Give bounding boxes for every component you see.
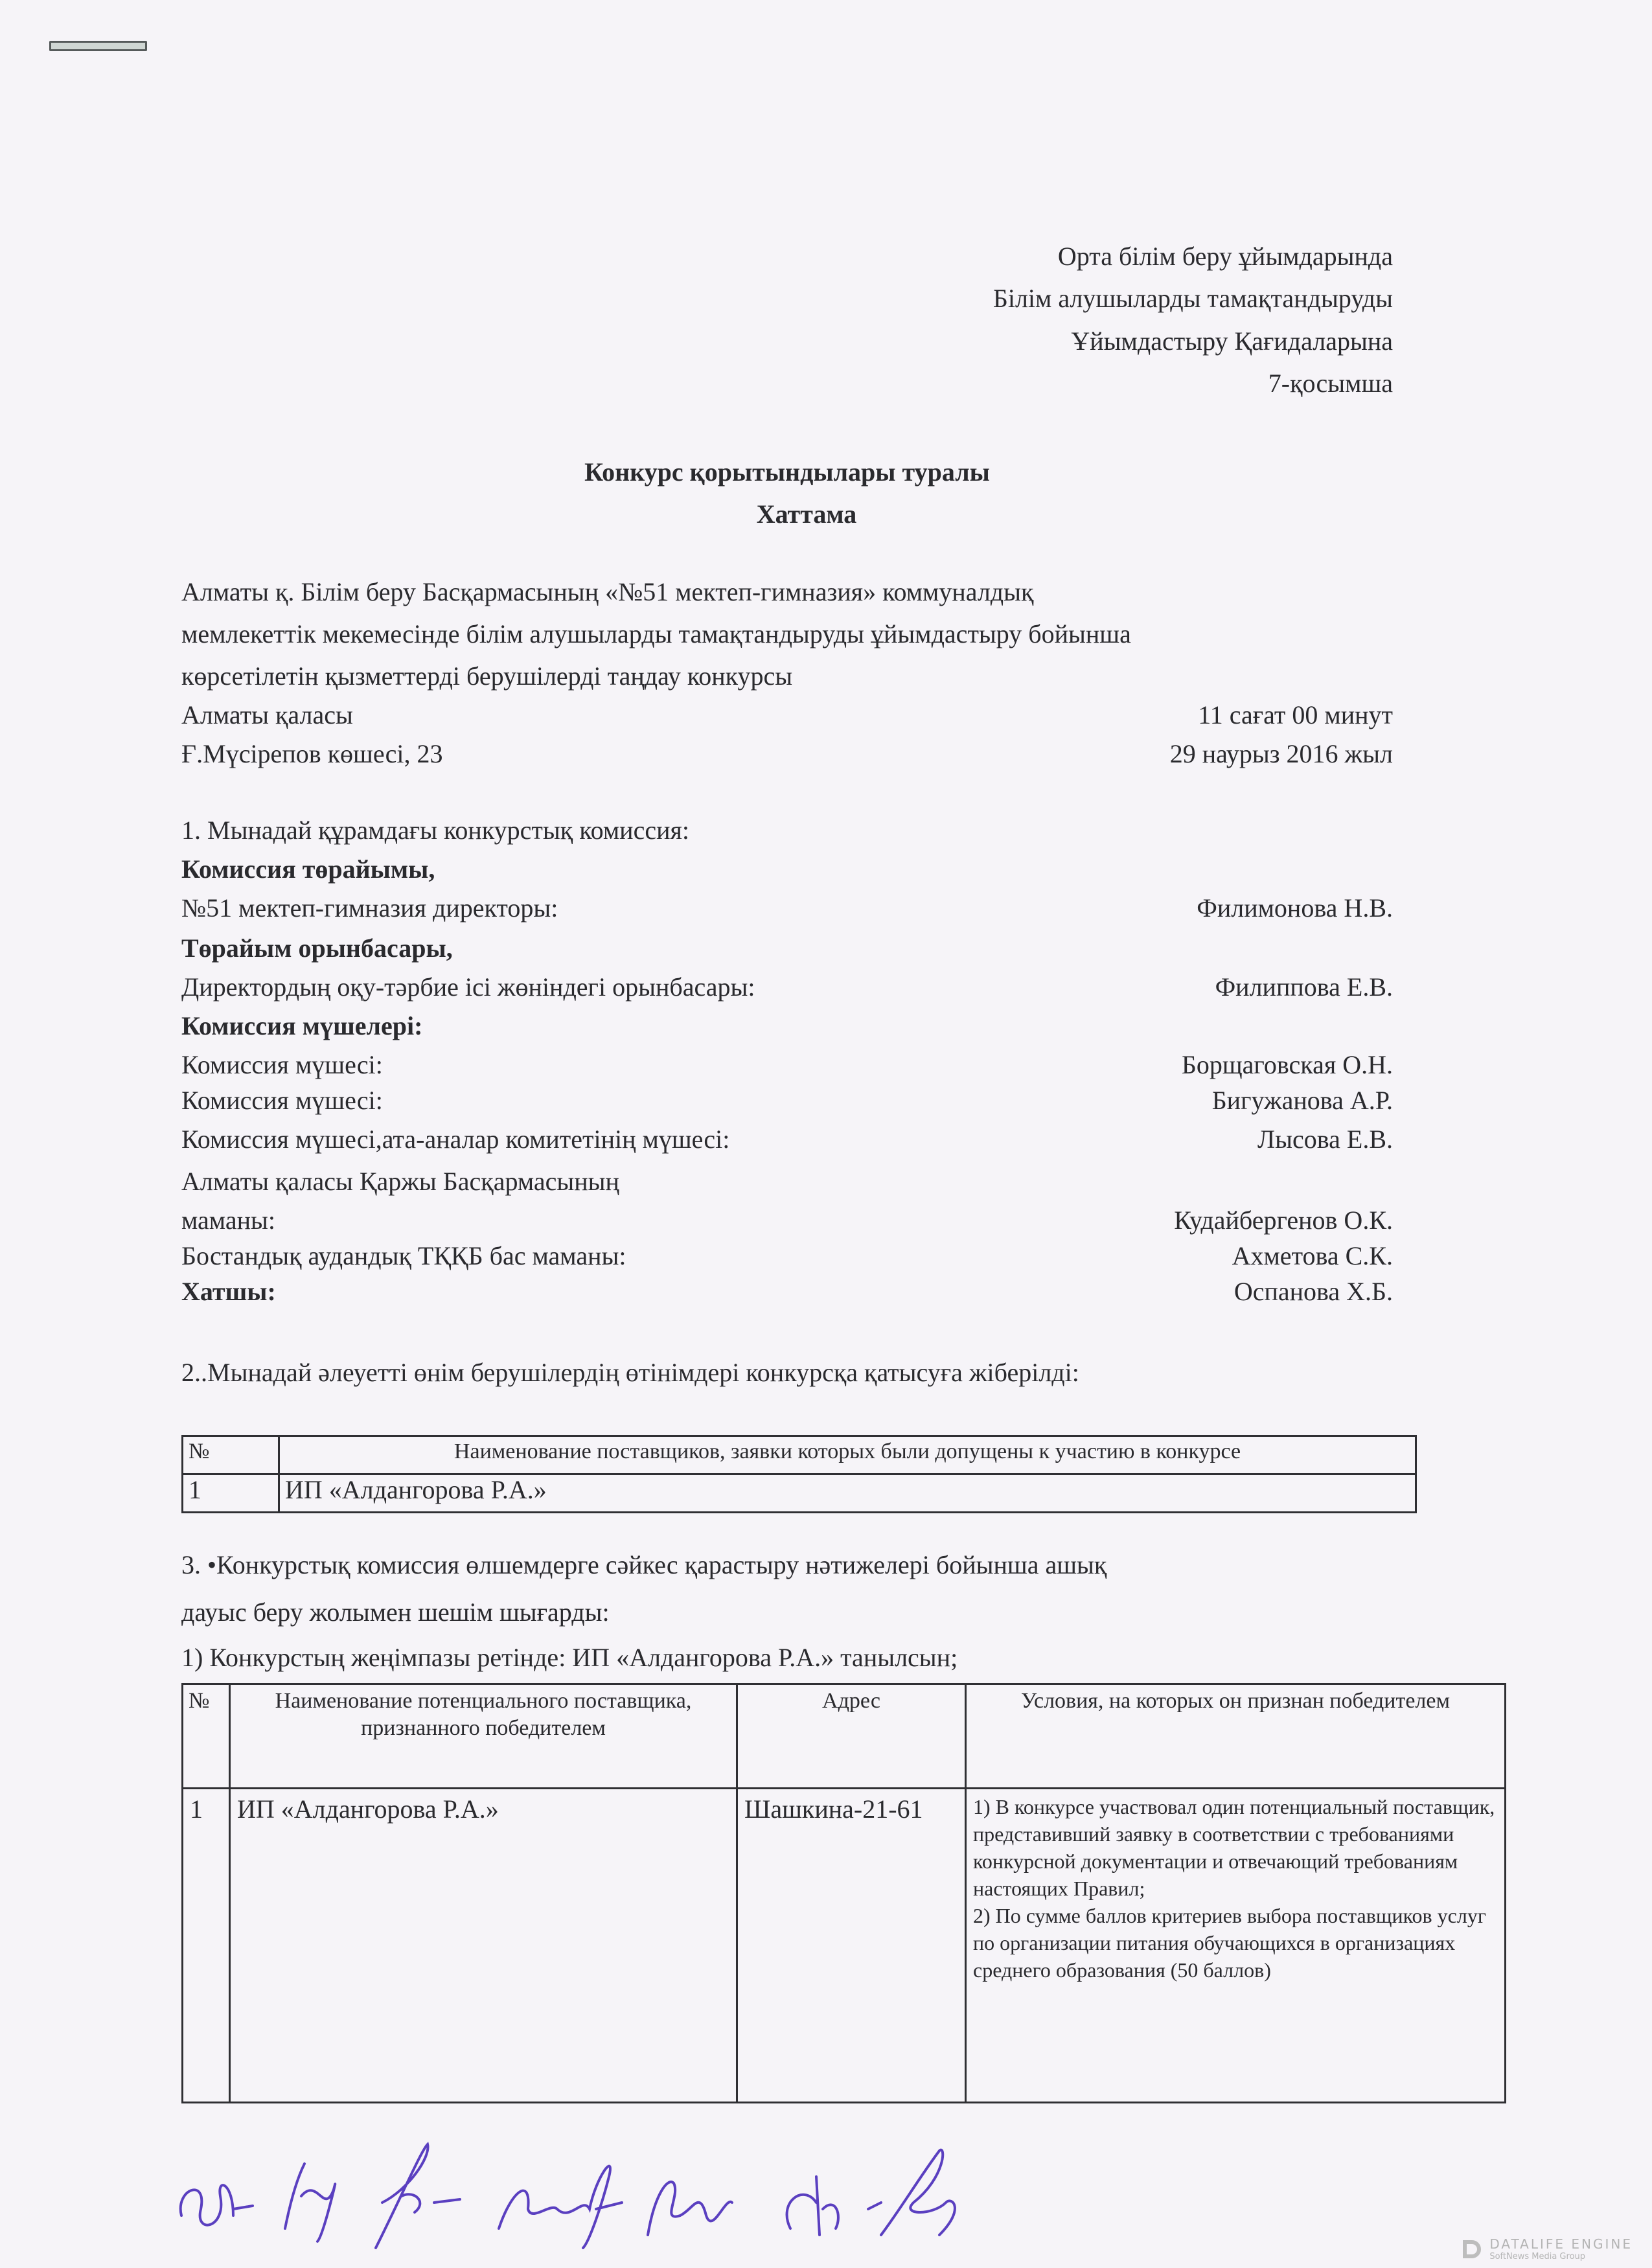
chair-name: Филимонова Н.В. bbox=[1197, 893, 1393, 922]
member-row bbox=[181, 1124, 1393, 1155]
winner-table bbox=[181, 1683, 1506, 2103]
signature-3 bbox=[376, 2144, 460, 2248]
signature-2 bbox=[285, 2164, 335, 2241]
watermark bbox=[1463, 2236, 1633, 2262]
col-number-header: № bbox=[183, 1684, 230, 1789]
section1-heading: 1. Мынадай құрамдағы конкурстық комиссия: bbox=[181, 816, 690, 845]
finance-name: Кудайбергенов О.К. bbox=[1174, 1206, 1393, 1235]
signatures bbox=[168, 2138, 1270, 2254]
col-address-header: Адрес bbox=[737, 1684, 966, 1789]
chair-role: №51 мектеп-гимназия директоры: bbox=[181, 893, 558, 922]
section3-line-2: дауыс беру жолымен шешім шығарды: bbox=[181, 1598, 610, 1627]
signature-5 bbox=[648, 2182, 732, 2235]
watermark-subtitle: SoftNews Media Group bbox=[1489, 2252, 1586, 2262]
secretary-name: Оспанова Х.Б. bbox=[1233, 1277, 1393, 1306]
staple-mark bbox=[49, 41, 147, 51]
member-role: Комиссия мүшесі,ата-аналар комитетінің мүшесі: bbox=[181, 1125, 730, 1154]
member-row bbox=[181, 1085, 1393, 1116]
member-name: Борщаговская О.Н. bbox=[1181, 1050, 1393, 1079]
member-name: Бигужанова А.Р. bbox=[1211, 1086, 1393, 1115]
secretary-row bbox=[181, 1276, 1393, 1307]
deputy-row bbox=[181, 972, 1393, 1003]
address: Ғ.Мүсірепов көшесі, 23 bbox=[181, 739, 443, 768]
table-header-row bbox=[183, 1436, 1416, 1474]
appendix-line-1: Орта білім беру ұйымдарында bbox=[1057, 242, 1393, 271]
table-header-row bbox=[183, 1684, 1506, 1789]
member-role: Комиссия мүшесі: bbox=[181, 1050, 383, 1079]
district-role: Бостандық аудандық ТҚҚБ бас маманы: bbox=[181, 1241, 626, 1270]
secretary-label: Хатшы: bbox=[181, 1277, 276, 1306]
deputy-role: Директордың оқу-тәрбие ісі жөніндегі орынбасары: bbox=[181, 972, 755, 1002]
table-row bbox=[183, 1789, 1506, 2103]
col-number-header: № bbox=[183, 1436, 279, 1474]
row-number: 1 bbox=[183, 1474, 279, 1513]
member-role: Комиссия мүшесі: bbox=[181, 1086, 383, 1115]
district-row bbox=[181, 1241, 1393, 1272]
col-conditions-header: Условия, на которых он признан победителем bbox=[966, 1684, 1506, 1789]
deputy-label: Төрайым орынбасары, bbox=[181, 934, 453, 963]
finance-role-line1: Алматы қаласы Қаржы Басқармасының bbox=[181, 1167, 619, 1196]
condition-2: 2) По сумме баллов критериев выбора поставщиков услуг по организации питания обучающихся в организациях среднего образования (50 баллов) bbox=[973, 1904, 1486, 1982]
intro-line-1: Алматы қ. Білім беру Басқармасының «№51 мектеп-гимназия» коммуналдық bbox=[181, 577, 1034, 606]
signature-7 bbox=[868, 2150, 955, 2235]
place-time-row bbox=[181, 700, 1393, 731]
winner-statement: 1) Конкурстың жеңімпазы ретінде: ИП «Алдангорова Р.А.» танылсын; bbox=[181, 1643, 958, 1672]
finance-role-line2: маманы: bbox=[181, 1206, 275, 1235]
winner-name: ИП «Алдангорова Р.А.» bbox=[230, 1789, 737, 2103]
section3-line-1: 3. •Конкурстық комиссия өлшемдерге сәйкес қарастыру нәтижелері бойынша ашық bbox=[181, 1550, 1107, 1579]
watermark-logo-icon bbox=[1463, 2240, 1481, 2258]
meeting-time: 11 сағат 00 минут bbox=[1198, 700, 1393, 729]
appendix-line-3: Ұйымдастыру Қағидаларына bbox=[1071, 326, 1393, 356]
supplier-name: ИП «Алдангорова Р.А.» bbox=[279, 1474, 1416, 1513]
meeting-date: 29 наурыз 2016 жыл bbox=[1169, 739, 1393, 768]
document-title: Конкурс қорытындылары туралы bbox=[584, 457, 990, 487]
member-name: Лысова Е.В. bbox=[1257, 1125, 1393, 1154]
condition-1: 1) В конкурсе участвовал один потенциальный поставщик, представивший заявку в соответствии с требованиями конкурсной документации и отвечающий требованиям настоящих Правил; bbox=[973, 1795, 1495, 1900]
appendix-number: 7-қосымша bbox=[1268, 369, 1393, 398]
signature-4 bbox=[499, 2166, 622, 2248]
table-row bbox=[183, 1474, 1416, 1513]
signature-6 bbox=[787, 2177, 838, 2235]
col-supplier-header: Наименование поставщиков, заявки которых были допущены к участию в конкурсе bbox=[279, 1436, 1416, 1474]
winner-address: Шашкина-21-61 bbox=[737, 1789, 966, 2103]
chair-row bbox=[181, 893, 1393, 924]
city: Алматы қаласы bbox=[181, 700, 353, 729]
intro-line-3: көрсетілетін қызметтерді берушілерді таңдау конкурсы bbox=[181, 661, 793, 691]
watermark-title: DATALIFE ENGINE bbox=[1489, 2236, 1633, 2252]
col-name-header: Наименование потенциального поставщика, признанного победителем bbox=[230, 1684, 737, 1789]
intro-line-2: мемлекеттік мекемесінде білім алушыларды тамақтандыруды ұйымдастыру бойынша bbox=[181, 619, 1131, 648]
row-number: 1 bbox=[183, 1789, 230, 2103]
winner-conditions bbox=[966, 1789, 1506, 2103]
member-row bbox=[181, 1049, 1393, 1081]
address-date-row bbox=[181, 739, 1393, 770]
district-name: Ахметова С.К. bbox=[1232, 1241, 1393, 1270]
finance-row bbox=[181, 1205, 1393, 1236]
admitted-suppliers-table bbox=[181, 1435, 1417, 1513]
appendix-line-2: Білім алушыларды тамақтандыруды bbox=[992, 284, 1393, 313]
chair-label: Комиссия төрайымы, bbox=[181, 854, 435, 884]
signature-1 bbox=[181, 2185, 253, 2225]
document-subtitle: Хаттама bbox=[756, 499, 857, 529]
members-label: Комиссия мүшелері: bbox=[181, 1011, 423, 1040]
section2-heading: 2..Мынадай әлеуетті өнім берушілердің өтінімдері конкурсқа қатысуға жіберілді: bbox=[181, 1358, 1079, 1387]
deputy-name: Филиппова Е.В. bbox=[1215, 972, 1393, 1002]
